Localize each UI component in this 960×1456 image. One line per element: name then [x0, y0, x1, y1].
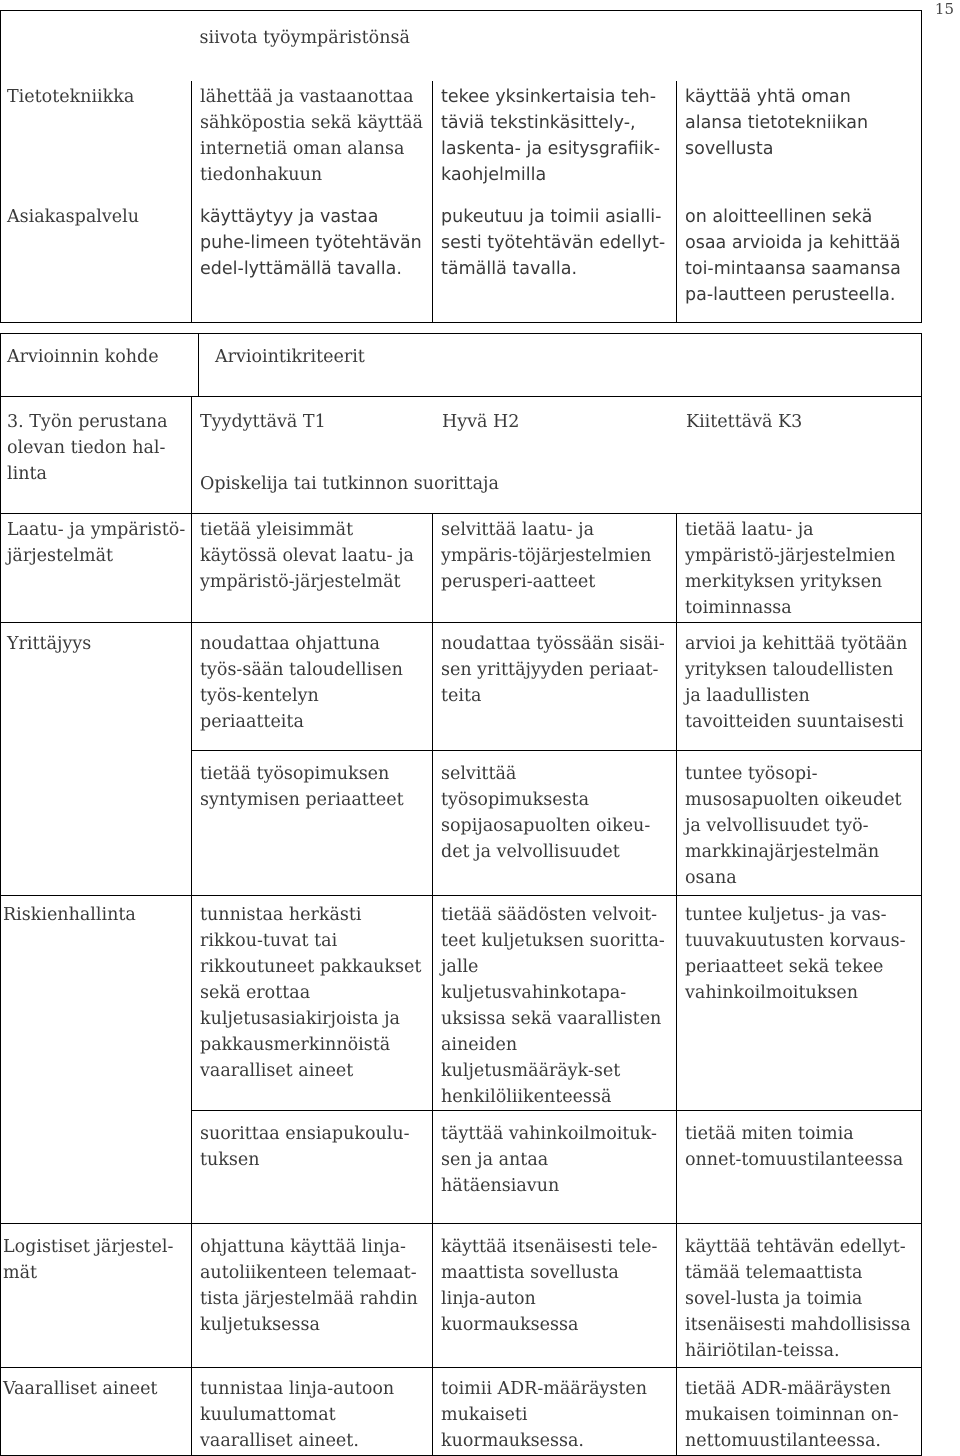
k3-cell: tietää laatu- ja ympäristö-järjestelmien merkityksen yrityksen toiminnassa — [677, 514, 922, 623]
row-label — [1, 751, 192, 896]
h2-cell: selvittää laatu- ja ympäris-töjärjestelmien perusperi-aatteet — [433, 514, 677, 623]
row-label: Yrittäjyys — [1, 623, 192, 751]
h2-cell: toimii ADR-määräysten mukaiseti kuormauksessa. — [433, 1368, 677, 1456]
assessment-criteria-heading: Arviointikriteerit — [199, 334, 922, 397]
t1-cell: tunnistaa herkästi rikkou-tuvat tai rikkoutuneet pakkaukset sekä erottaa kuljetusasiakirjoista ja pakkausmerkinnöistä vaaralliset aineet — [192, 896, 433, 1111]
cell-empty — [677, 11, 922, 81]
h2-cell: tietää säädösten velvoit-teet kuljetuksen suoritta-jalle kuljetusvahinkotapa-uksissa sekä vaarallisten aineiden kuljetusmääräyk-set henkilöliikenteessä — [433, 896, 677, 1111]
k3-cell: tuntee kuljetus- ja vas-tuuvakuutusten korvaus-periaatteet sekä tekee vahinkoilmoituksen — [677, 896, 922, 1111]
row-label: Logistiset järjestel-mät — [1, 1224, 192, 1368]
cell-text: on aloitteellinen sekä osaa arvioida ja kehittää toi-mintaansa saamansa pa-lautteen perusteella. — [677, 201, 922, 323]
assessment-target-heading: Arvioinnin kohde — [1, 334, 199, 397]
h2-cell: selvittää työsopimuksesta sopijaosapuolten oikeu-det ja velvollisuudet — [433, 751, 677, 896]
cell-empty — [433, 11, 677, 81]
t1-cell: suorittaa ensiapukoulu-tuksen — [192, 1111, 433, 1224]
grade-k3: Kiitettävä K3 — [686, 412, 803, 432]
subject-label: Opiskelija tai tutkinnon suorittaja — [200, 474, 499, 494]
row-label — [1, 1111, 192, 1224]
k3-cell: tietää miten toimia onnet-tomuustilanteessa — [677, 1111, 922, 1224]
cell-text: siivota työympäristönsä — [192, 11, 433, 81]
t1-cell: ohjattuna käyttää linja-autoliikenteen telemaat-tista järjestelmää rahdin kuljetuksessa — [192, 1224, 433, 1368]
row-label: Laatu- ja ympäristö-järjestelmät — [1, 514, 192, 623]
k3-cell: arvioi ja kehittää työtään yrityksen taloudellisten ja laadullisten tavoitteiden suuntaisesti — [677, 623, 922, 751]
k3-cell: tuntee työsopi-musosapuolten oikeudet ja velvollisuudet työ-markkinajärjestelmän osana — [677, 751, 922, 896]
row-label: Tietotekniikka — [1, 81, 192, 201]
grade-t1: Tyydyttävä T1 — [200, 412, 326, 432]
cell-text: pukeutuu ja toimii asialli-sesti työtehtävän edellyt-tämällä tavalla. — [433, 201, 677, 323]
cell-text: tekee yksinkertaisia teh-täviä tekstinkäsittely-, laskenta- ja esitysgrafiik-kaohjelmilla — [433, 81, 677, 201]
top-table — [0, 10, 922, 323]
t1-cell: tunnistaa linja-autoon kuulumattomat vaaralliset aineet. — [192, 1368, 433, 1456]
h2-cell: käyttää itsenäisesti tele-maattista sovellusta linja-auton kuormauksessa — [433, 1224, 677, 1368]
cell-text: käyttäytyy ja vastaa puhe-limeen työtehtävän edel-lyttämällä tavalla. — [192, 201, 433, 323]
row-label: Asiakaspalvelu — [1, 201, 192, 323]
grade-h2: Hyvä H2 — [442, 412, 520, 432]
page-number: 15 — [934, 0, 954, 18]
t1-cell: tietää työsopimuksen syntymisen periaatteet — [192, 751, 433, 896]
cell-text: lähettää ja vastaanottaa sähköpostia sekä käyttää internetiä oman alansa tiedonhakuun — [192, 81, 433, 201]
k3-cell: käyttää tehtävän edellyt-tämää telemaattista sovel-lusta ja toimia itsenäisesti mahdollisissa häiriötilan-teissa. — [677, 1224, 922, 1368]
criteria-header-table — [0, 333, 922, 397]
grade-header-cell — [192, 397, 922, 514]
row-label: Riskienhallinta — [1, 896, 192, 1111]
cell-text: käyttää yhtä oman alansa tietotekniikan sovellusta — [677, 81, 922, 201]
t1-cell: noudattaa ohjattuna työs-sään taloudellisen työs-kentelyn periaatteita — [192, 623, 433, 751]
cell-empty — [1, 11, 192, 81]
criteria-table — [0, 396, 922, 1456]
h2-cell: täyttää vahinkoilmoituk-sen ja antaa hätäensiavun — [433, 1111, 677, 1224]
h2-cell: noudattaa työssään sisäi-sen yrittäjyyden periaat-teita — [433, 623, 677, 751]
row-label: Vaaralliset aineet — [1, 1368, 192, 1456]
section-label: 3. Työn perustana olevan tiedon hal-linta — [1, 397, 192, 514]
k3-cell: tietää ADR-määräysten mukaisen toiminnan on-nettomuustilanteessa. — [677, 1368, 922, 1456]
t1-cell: tietää yleisimmät käytössä olevat laatu- ja ympäristö-järjestelmät — [192, 514, 433, 623]
